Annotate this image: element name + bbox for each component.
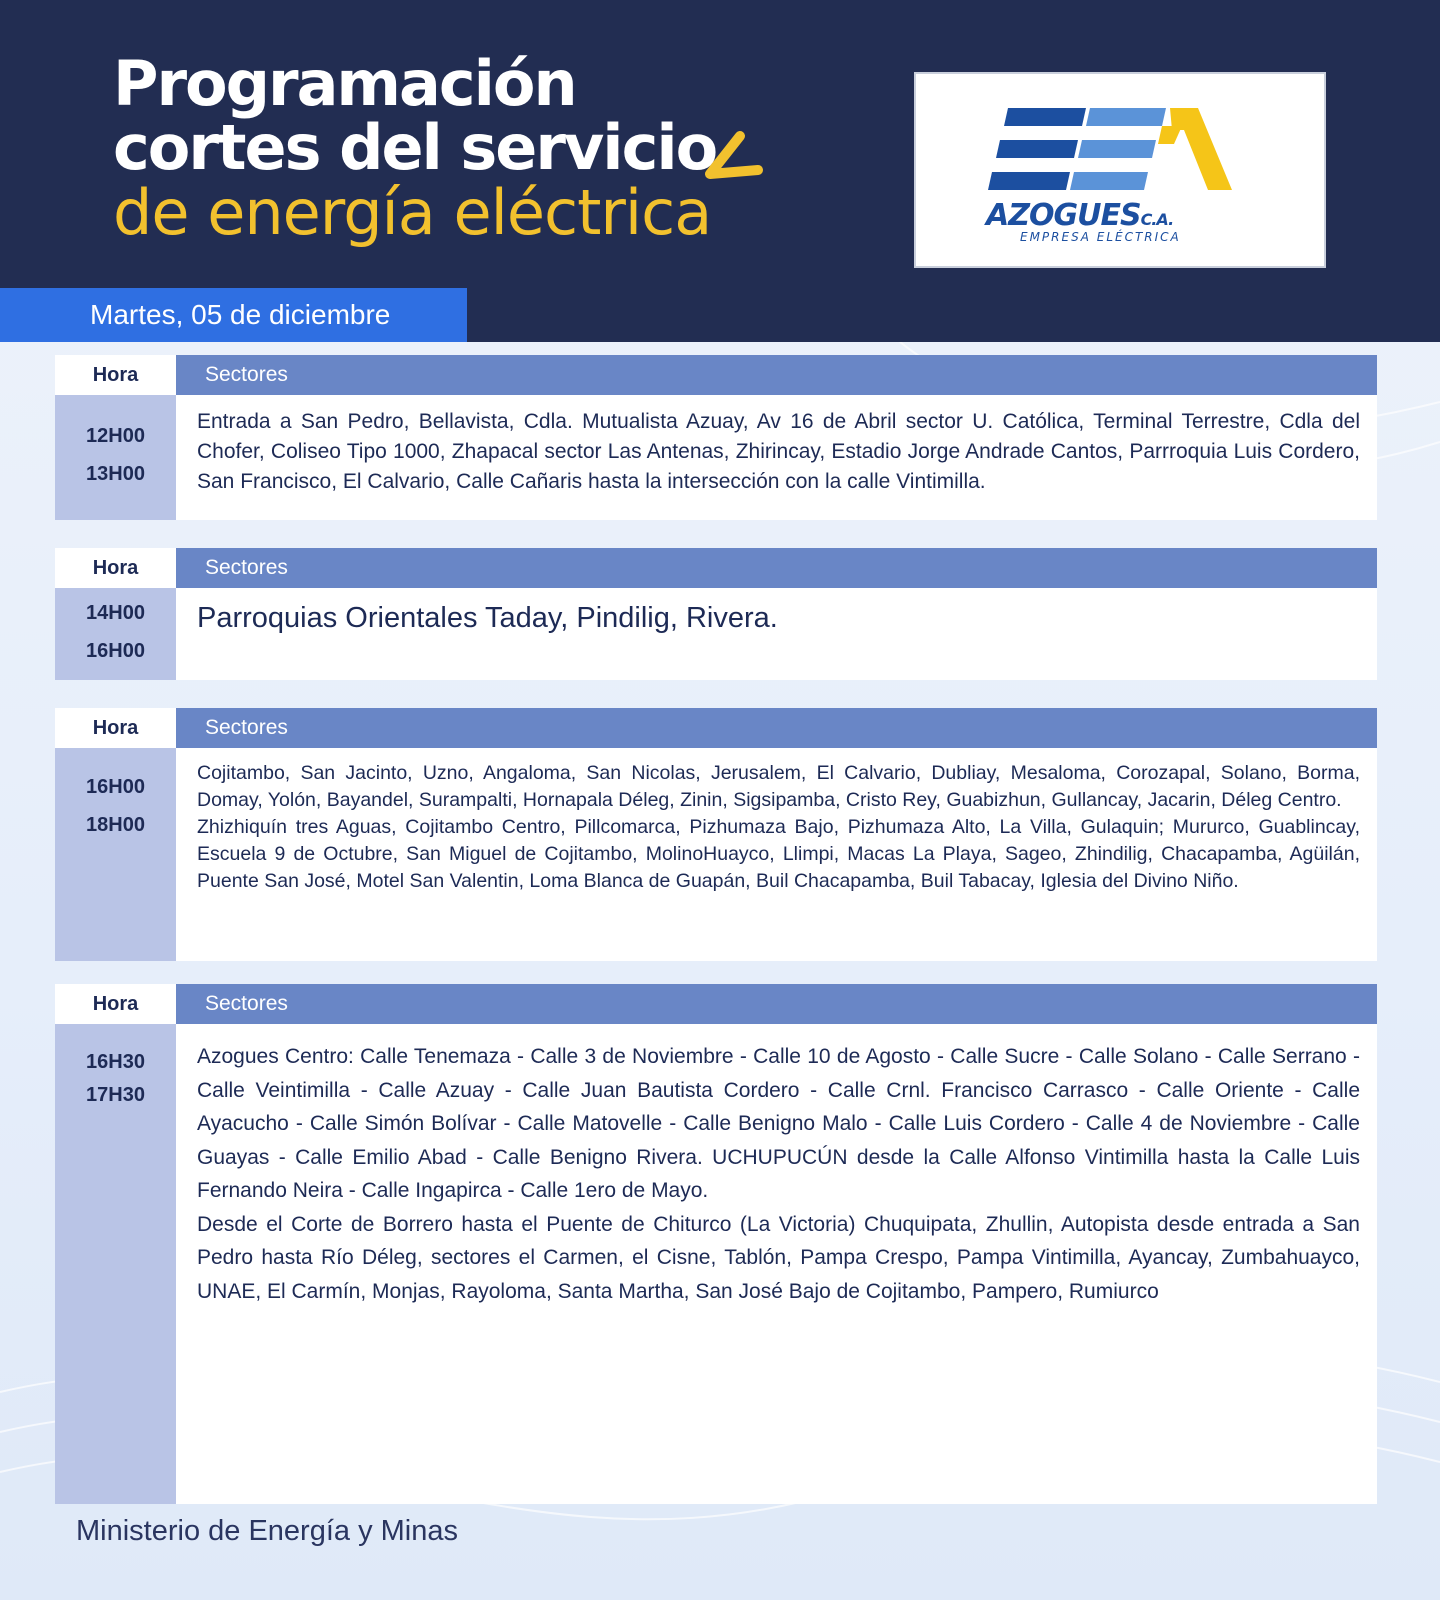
time-range xyxy=(55,395,176,520)
sectores-header: Sectores xyxy=(176,548,1377,588)
schedule-block xyxy=(55,548,1377,680)
time-range xyxy=(55,1024,176,1504)
logo-subtitle: EMPRESA ELÉCTRICA xyxy=(1020,230,1181,244)
sectors-text xyxy=(176,395,1377,520)
logo-mark-icon xyxy=(986,104,1236,196)
sectors-paragraph: Desde el Corte de Borrero hasta el Puente de Chiturco (La Victoria) Chuquipata, Zhullin, Autopista desde entrada a San Pedro hasta Río Déleg, sectores el Carmen, el Cisne, Tablón, Pampa Crespo, Pampa Vintimilla, Ayancay, Zumbahuayco, UNAE, El Carmín, Monjas, Rayoloma, Santa Martha, San José Bajo de Cojitambo, Pampero, Rumiurco xyxy=(197,1212,1360,1303)
start-time: 16H00 xyxy=(86,776,145,798)
hora-header: Hora xyxy=(55,708,176,748)
schedule-block xyxy=(55,708,1377,961)
company-logo xyxy=(914,72,1326,268)
date-banner: Martes, 05 de diciembre xyxy=(0,288,467,342)
page-title xyxy=(113,47,717,249)
sectors-paragraph: Parroquias Orientales Taday, Pindilig, Rivera. xyxy=(197,602,778,634)
end-time: 17H30 xyxy=(86,1084,145,1106)
sectors-text xyxy=(176,748,1377,961)
logo-name-text: AZOGUES xyxy=(986,198,1141,233)
start-time: 12H00 xyxy=(86,425,145,447)
sectores-header: Sectores xyxy=(176,984,1377,1024)
title-line-2: cortes del servicio xyxy=(113,111,717,184)
accent-check-icon xyxy=(700,130,764,184)
logo-name xyxy=(986,198,1173,233)
sectors-text xyxy=(176,588,1377,680)
hora-header: Hora xyxy=(55,984,176,1024)
sectors-paragraph: Cojitambo, San Jacinto, Uzno, Angaloma, San Nicolas, Jerusalem, El Calvario, Dubliay, Mesaloma, Corozapal, Solano, Borma, Domay, Yolón, Bayandel, Surampalti, Hornapala Déleg, Zinin, Sigsipamba, Cristo Rey, Guabizhun, Gullancay, Jacarin, Déleg Centro. xyxy=(197,762,1360,811)
schedule-block xyxy=(55,984,1377,1504)
sectores-header: Sectores xyxy=(176,708,1377,748)
end-time: 18H00 xyxy=(86,814,145,836)
title-line-1: Programación xyxy=(113,47,576,120)
start-time: 16H30 xyxy=(86,1051,145,1073)
logo-suffix: C.A. xyxy=(1140,210,1174,229)
time-range xyxy=(55,588,176,680)
footer-ministry: Ministerio de Energía y Minas xyxy=(76,1515,458,1547)
time-range xyxy=(55,748,176,961)
schedule-block xyxy=(55,355,1377,520)
start-time: 14H00 xyxy=(86,602,145,624)
sectors-text xyxy=(176,1024,1377,1504)
sectors-paragraph: Entrada a San Pedro, Bellavista, Cdla. Mutualista Azuay, Av 16 de Abril sector U. Católica, Terminal Terrestre, Cdla del Chofer, Coliseo Tipo 1000, Zhapacal sector Las Antenas, Zhirincay, Estadio Jorge Andrade Cantos, Parrroquia Luis Cordero, San Francisco, El Calvario, Calle Cañaris hasta la intersección con la calle Vintimilla. xyxy=(197,410,1360,493)
end-time: 13H00 xyxy=(86,463,145,485)
hora-header: Hora xyxy=(55,548,176,588)
sectores-header: Sectores xyxy=(176,355,1377,395)
end-time: 16H00 xyxy=(86,640,145,662)
sectors-paragraph: Azogues Centro: Calle Tenemaza - Calle 3 de Noviembre - Calle 10 de Agosto - Calle Sucre - Calle Solano - Calle Serrano - Calle Veintimilla - Calle Azuay - Calle Juan Bautista Cordero - Calle Crnl. Francisco Carrasco - Calle Oriente - Calle Ayacucho - Calle Simón Bolívar - Calle Matovelle - Calle Benigno Malo - Calle Luis Cordero - Calle 4 de Noviembre - Calle Guayas - Calle Emilio Abad - Calle Benigno Rivera. UCHUPUCÚN desde la Calle Alfonso Vintimilla hasta la Calle Luis Fernando Neira - Calle Ingapirca - Calle 1ero de Mayo. xyxy=(197,1045,1360,1202)
sectors-paragraph: Zhizhiquín tres Aguas, Cojitambo Centro, Pillcomarca, Pizhumaza Bajo, Pizhumaza Alto, La Villa, Gulaquin; Mururco, Guablincay, Escuela 9 de Octubre, San Miguel de Cojitambo, MolinoHuayco, Llimpi, Macas La Playa, Sageo, Zhindilig, Chacapamba, Agüilán, Puente San José, Motel San Valentin, Loma Blanca de Guapán, Buil Chacapamba, Buil Tabacay, Iglesia del Divino Niño. xyxy=(197,816,1360,892)
title-line-3: de energía eléctrica xyxy=(113,176,712,249)
hora-header: Hora xyxy=(55,355,176,395)
